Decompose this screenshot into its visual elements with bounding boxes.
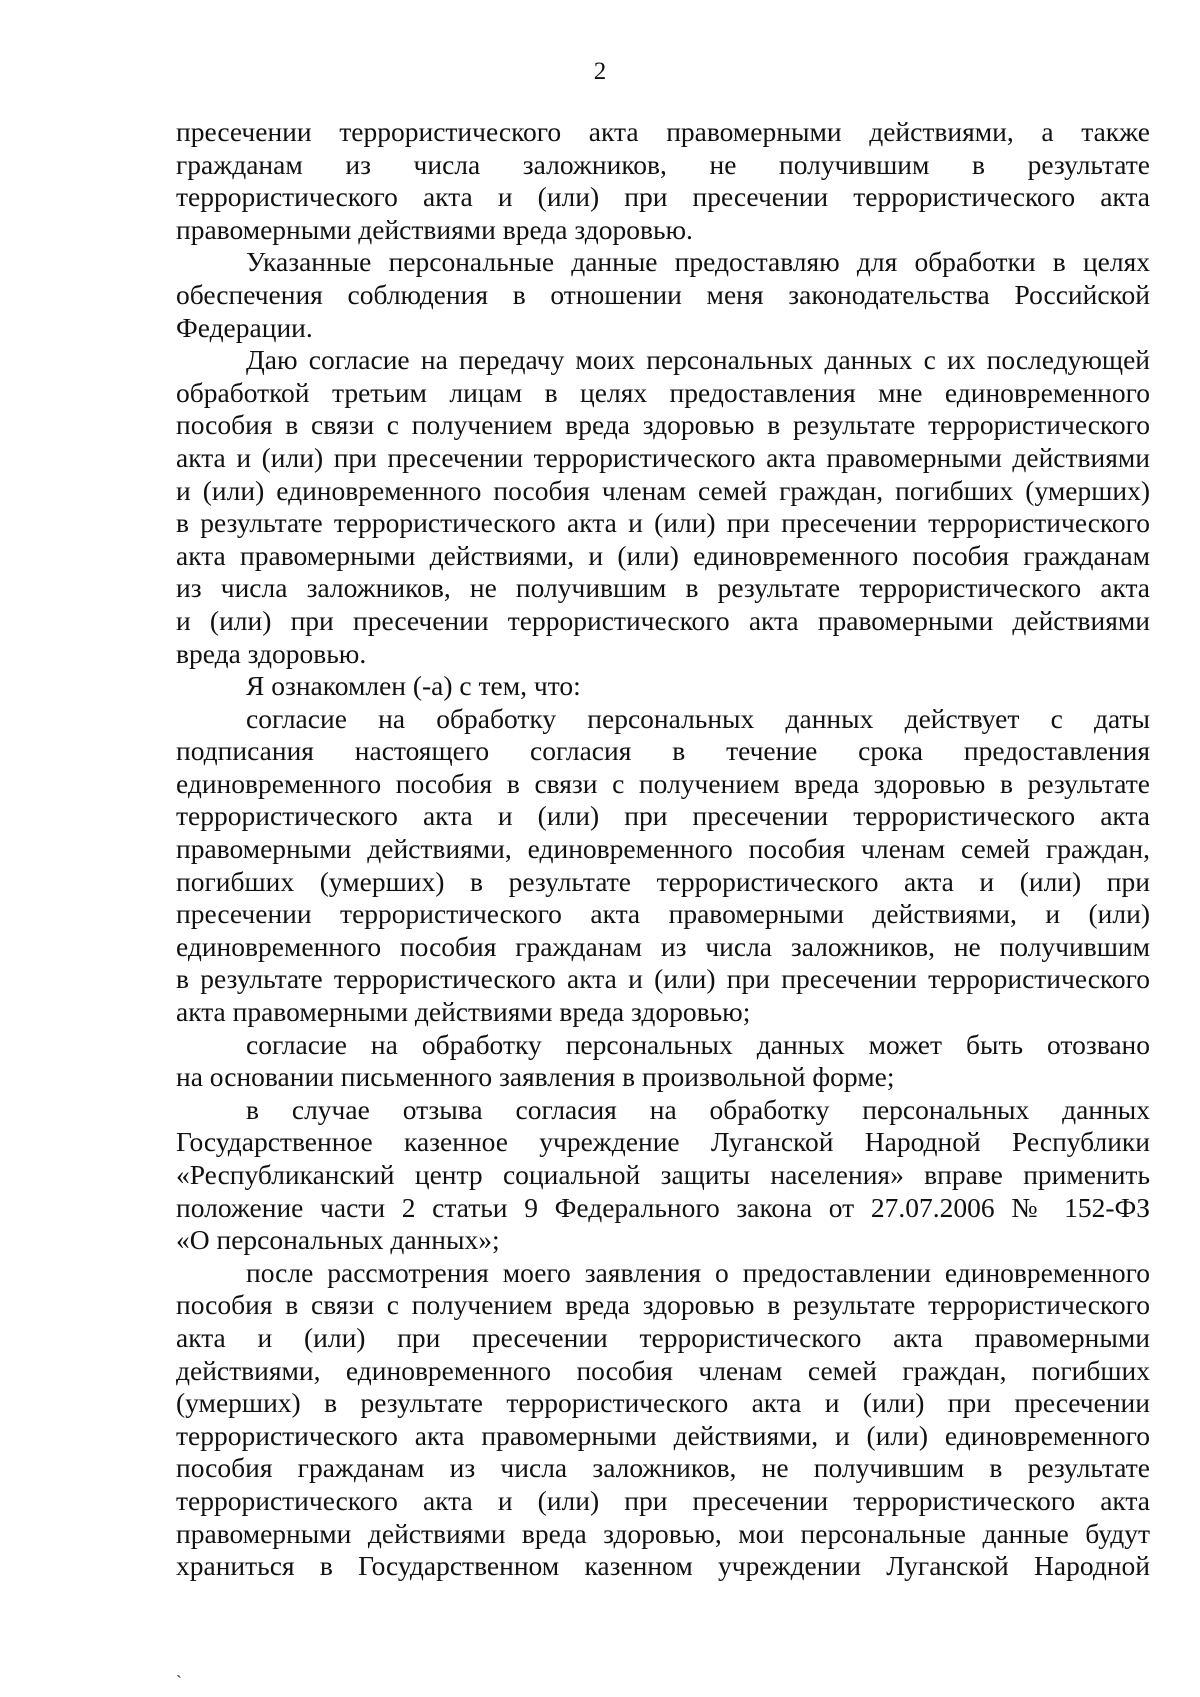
text-line: «Республиканский центр социальной защиты населения» вправе применить <box>176 1159 1150 1190</box>
text-line: акта и (или) при пресечении террористического акта правомерными действиями <box>176 441 1150 473</box>
page-number: 2 <box>593 58 607 85</box>
text-line: и (или) при пресечении террористического акта правомерными действиями <box>176 604 1150 636</box>
text-line: в результате террористического акта и (или) при пресечении террористического <box>176 963 1150 995</box>
text-line: пособия гражданам из числа заложников, не получившим в результате <box>176 1452 1150 1484</box>
text-line: террористического акта и (или) при пресечении террористического акта <box>176 181 1150 213</box>
text-line: Даю согласие на передачу моих персональных данных с их последующей <box>246 344 1150 376</box>
text-line: пресечении террористического акта правомерными действиями, и (или) <box>176 898 1150 930</box>
text-line: пресечении террористического акта правомерными действиями, а также <box>176 116 1150 147</box>
text-line: пособия в связи с получением вреда здоровью в результате террористического <box>176 409 1150 441</box>
text-line: обработкой третьим лицам в целях предоставления мне единовременного <box>176 376 1150 408</box>
text-line: положение части 2 статьи 9 Федерального закона от 27.07.2006 № 152-ФЗ <box>176 1191 1150 1223</box>
text-line: после рассмотрения моего заявления о предоставлении единовременного <box>246 1256 1150 1288</box>
text-line: террористического акта и (или) при пресечении террористического акта <box>176 1484 1150 1516</box>
text-line: действиями, единовременного пособия членам семей граждан, погибших <box>176 1354 1150 1386</box>
text-line: акта правомерными действиями, и (или) единовременного пособия гражданам <box>176 539 1150 571</box>
text-line: правомерными действиями вреда здоровью. <box>176 213 693 245</box>
scan-mark: ` <box>176 1672 182 1692</box>
document-body <box>176 116 1150 1583</box>
text-line: террористического акта правомерными действиями, и (или) единовременного <box>176 1419 1150 1451</box>
text-line: в случае отзыва согласия на обработку персональных данных <box>246 1093 1150 1125</box>
text-line: правомерными действиями вреда здоровью, мои персональные данные будут <box>176 1517 1150 1549</box>
text-line: в результате террористического акта и (или) при пресечении террористического <box>176 507 1150 539</box>
text-line: Указанные персональные данные предоставляю для обработки в целях <box>246 246 1150 278</box>
text-line: гражданам из числа заложников, не получившим в результате <box>176 148 1150 180</box>
text-line: вреда здоровью. <box>176 637 367 669</box>
text-line: акта правомерными действиями вреда здоровью; <box>176 996 751 1028</box>
text-line: «О персональных данных»; <box>176 1224 500 1256</box>
text-line: единовременного пособия в связи с получением вреда здоровью в результате <box>176 767 1150 799</box>
text-line: храниться в Государственном казенном учреждении Луганской Народной <box>176 1550 1150 1582</box>
text-line: Федерации. <box>176 311 313 343</box>
text-line: и (или) единовременного пособия членам семей граждан, погибших (умерших) <box>176 474 1150 506</box>
text-line: из числа заложников, не получившим в результате террористического акта <box>176 572 1150 604</box>
text-line: Государственное казенное учреждение Луганской Народной Республики <box>176 1126 1150 1158</box>
text-line: на основании письменного заявления в произвольной форме; <box>176 1061 895 1093</box>
text-line: террористического акта и (или) при пресечении террористического акта <box>176 800 1150 832</box>
text-line: правомерными действиями, единовременного пособия членам семей граждан, <box>176 833 1150 865</box>
text-line: (умерших) в результате террористического акта и (или) при пресечении <box>176 1387 1150 1419</box>
text-line: погибших (умерших) в результате террористического акта и (или) при <box>176 865 1150 897</box>
text-line: обеспечения соблюдения в отношении меня законодательства Российской <box>176 278 1150 310</box>
text-line: Я ознакомлен (-а) с тем, что: <box>246 670 581 702</box>
text-line: акта и (или) при пресечении террористического акта правомерными <box>176 1321 1150 1353</box>
text-line: единовременного пособия гражданам из числа заложников, не получившим <box>176 930 1150 962</box>
text-line: подписания настоящего согласия в течение срока предоставления <box>176 735 1150 767</box>
text-line: согласие на обработку персональных данных может быть отозвано <box>246 1028 1150 1060</box>
text-line: согласие на обработку персональных данных действует с даты <box>246 702 1150 734</box>
text-line: пособия в связи с получением вреда здоровью в результате террористического <box>176 1289 1150 1321</box>
